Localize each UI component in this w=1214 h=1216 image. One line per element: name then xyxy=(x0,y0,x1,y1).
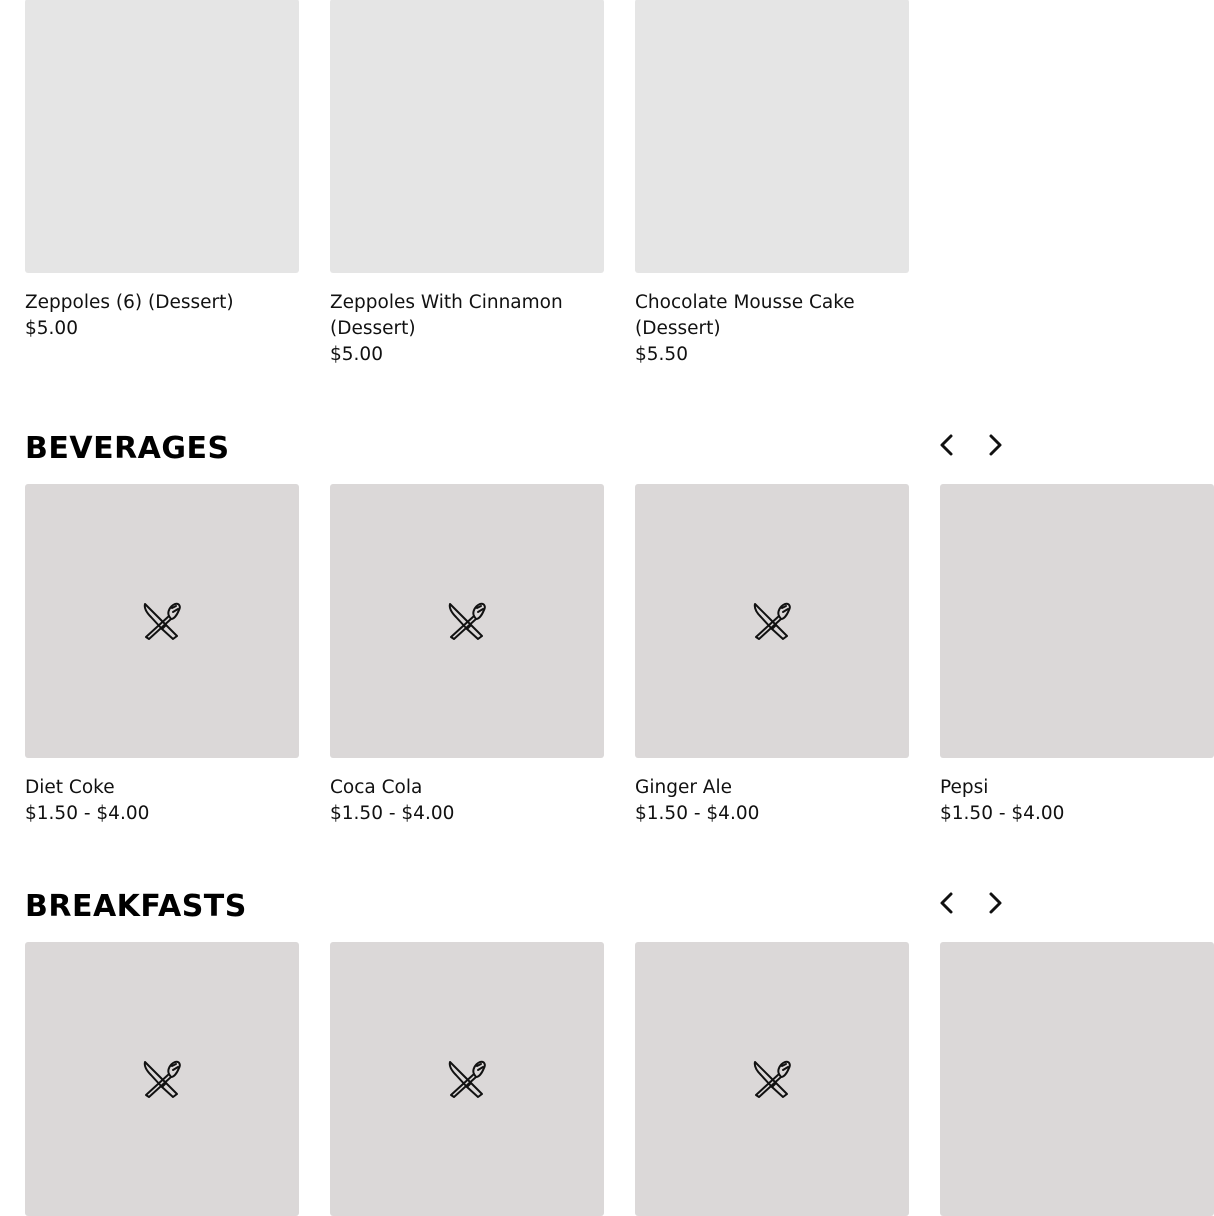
section-title-beverages: BEVERAGES xyxy=(25,431,230,466)
item-image xyxy=(25,0,299,273)
item-price: $5.50 xyxy=(635,344,688,365)
item-name: Zeppoles (6) (Dessert) xyxy=(25,292,234,313)
item-image xyxy=(635,484,909,758)
item-image xyxy=(25,942,299,1216)
chevron-left-icon xyxy=(933,889,961,917)
menu-item-card[interactable] xyxy=(635,0,909,368)
item-image xyxy=(635,942,909,1216)
item-price: $1.50 - $4.00 xyxy=(940,803,1065,824)
item-name: Zeppoles With Cinnamon (Dessert) xyxy=(330,292,563,339)
menu-item-card[interactable] xyxy=(330,484,604,827)
item-image xyxy=(635,0,909,273)
item-image xyxy=(330,942,604,1216)
menu-item-card[interactable] xyxy=(330,0,604,368)
menu-item-card[interactable] xyxy=(635,484,909,827)
item-image xyxy=(940,942,1214,1216)
section-title-breakfasts: BREAKFASTS xyxy=(25,889,247,924)
item-image xyxy=(330,0,604,273)
utensils-icon xyxy=(752,1059,792,1099)
utensils-icon xyxy=(142,1059,182,1099)
beverages-prev-button[interactable] xyxy=(933,431,961,459)
utensils-icon xyxy=(752,601,792,641)
item-price: $1.50 - $4.00 xyxy=(330,803,455,824)
item-price: $1.50 - $4.00 xyxy=(635,803,760,824)
menu-item-card[interactable] xyxy=(25,0,299,342)
utensils-icon xyxy=(142,601,182,641)
item-image xyxy=(330,484,604,758)
carousel-overflow xyxy=(940,942,1025,1107)
menu-item-card[interactable] xyxy=(940,942,1214,1216)
utensils-icon xyxy=(447,601,487,641)
item-name: Ginger Ale xyxy=(635,777,732,798)
menu-item-card[interactable] xyxy=(330,942,604,1216)
item-name: Pepsi xyxy=(940,777,989,798)
item-name: Chocolate Mousse Cake (Dessert) xyxy=(635,292,855,339)
breakfasts-prev-button[interactable] xyxy=(933,889,961,917)
menu-item-card[interactable] xyxy=(25,484,299,827)
menu-item-card[interactable] xyxy=(635,942,909,1216)
item-image xyxy=(25,484,299,758)
chevron-left-icon xyxy=(933,431,961,459)
breakfasts-next-button[interactable] xyxy=(981,889,1009,917)
item-price: $5.00 xyxy=(330,344,383,365)
item-name: Diet Coke xyxy=(25,777,115,798)
menu-item-card[interactable] xyxy=(25,942,299,1216)
carousel-overflow xyxy=(940,484,1065,844)
item-price: $1.50 - $4.00 xyxy=(25,803,150,824)
beverages-next-button[interactable] xyxy=(981,431,1009,459)
chevron-right-icon xyxy=(981,431,1009,459)
menu-item-card[interactable] xyxy=(940,484,1214,827)
item-image xyxy=(940,484,1214,758)
chevron-right-icon xyxy=(981,889,1009,917)
item-price: $5.00 xyxy=(25,318,78,339)
item-name: Coca Cola xyxy=(330,777,423,798)
utensils-icon xyxy=(447,1059,487,1099)
